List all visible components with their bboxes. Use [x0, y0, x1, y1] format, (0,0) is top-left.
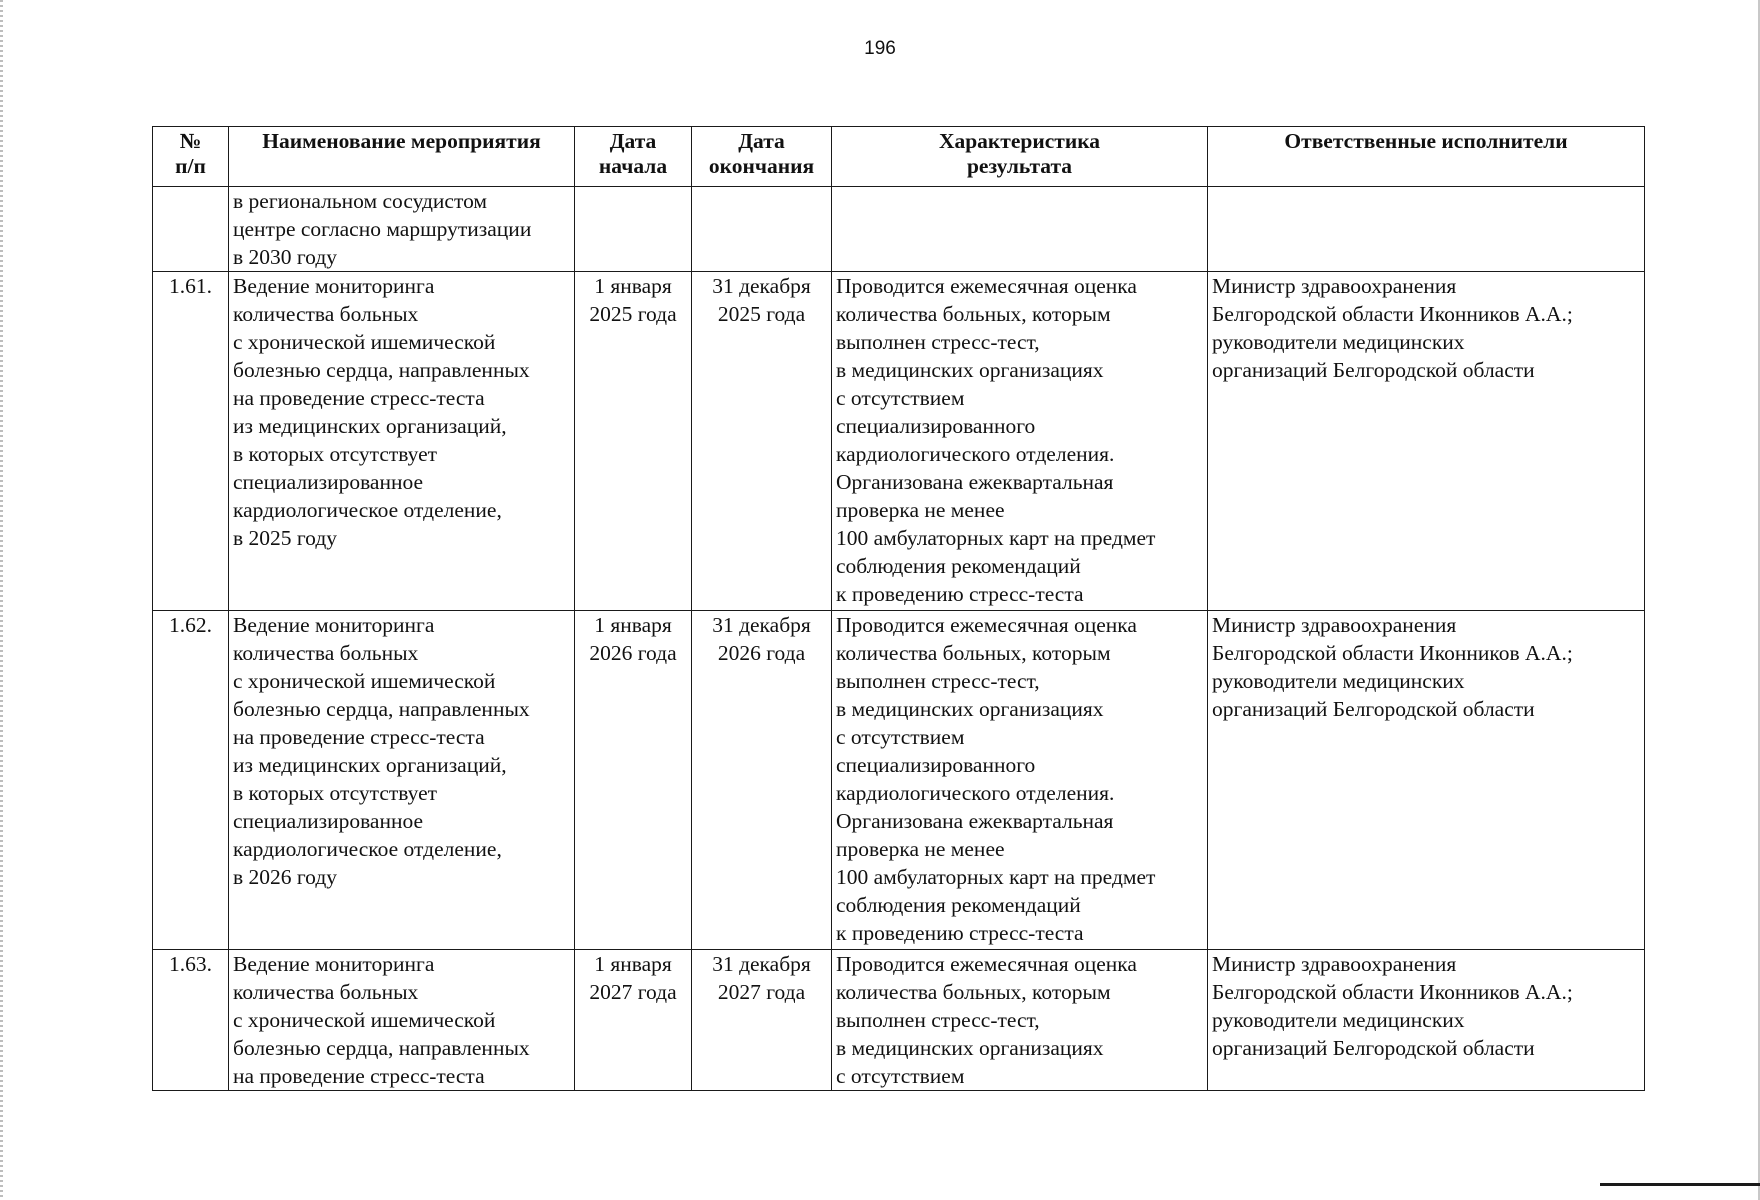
text-line: Проводится ежемесячная оценка — [836, 952, 1137, 976]
cell-responsible — [1208, 611, 1645, 950]
text-line: с хронической ишемической — [233, 330, 496, 354]
text-line: центре согласно маршрутизации — [233, 217, 532, 241]
text-line: 100 амбулаторных карт на предмет — [836, 865, 1156, 889]
text-line: к проведению стресс-теста — [836, 582, 1084, 606]
header-name — [229, 127, 575, 187]
activities-table — [152, 126, 1645, 1091]
text-line: 2025 года — [717, 302, 806, 326]
cell-result — [832, 187, 1208, 272]
text-line: проверка не менее — [836, 498, 1005, 522]
text-line: из медицинских организаций, — [233, 414, 507, 438]
text-line: с отсутствием — [836, 725, 965, 749]
text-line: Министр здравоохранения — [1212, 952, 1457, 976]
cell-num — [153, 187, 229, 272]
header-start-date — [575, 127, 692, 187]
text-line: организаций Белгородской области — [1212, 1036, 1535, 1060]
text-line: Дата — [738, 129, 785, 153]
text-line: с хронической ишемической — [233, 1008, 496, 1032]
cell-num: 1.61. — [153, 272, 229, 611]
text-line: Белгородской области Иконников А.А.; — [1212, 302, 1573, 326]
text-line: Ведение мониторинга — [233, 274, 435, 298]
text-line: в 2025 году — [233, 526, 338, 550]
cell-end — [692, 187, 832, 272]
table-row — [153, 611, 1645, 950]
text-line: к проведению стресс-теста — [836, 921, 1084, 945]
text-line: количества больных — [233, 302, 419, 326]
text-line: количества больных, которым — [836, 641, 1111, 665]
text-line: выполнен стресс-тест, — [836, 1008, 1040, 1032]
text-line: на проведение стресс-теста — [233, 386, 485, 410]
text-line: 31 декабря — [712, 274, 811, 298]
header-num — [153, 127, 229, 187]
text-line: в которых отсутствует — [233, 442, 438, 466]
text-line: кардиологического отделения. — [836, 781, 1115, 805]
text-line: с хронической ишемической — [233, 669, 496, 693]
cell-name — [229, 272, 575, 611]
text-line: организаций Белгородской области — [1212, 358, 1535, 382]
text-line: 1 января — [594, 274, 672, 298]
text-line: Министр здравоохранения — [1212, 274, 1457, 298]
text-line: на проведение стресс-теста — [233, 725, 485, 749]
table-row-continuation — [153, 187, 1645, 272]
text-line: 2027 года — [717, 980, 806, 1004]
text-line: с отсутствием — [836, 386, 965, 410]
text-line: количества больных, которым — [836, 302, 1111, 326]
text-line: 31 декабря — [712, 613, 811, 637]
text-line: в которых отсутствует — [233, 781, 438, 805]
text-line: количества больных — [233, 641, 419, 665]
text-line: п/п — [175, 154, 206, 178]
text-line: соблюдения рекомендаций — [836, 893, 1081, 917]
text-line: количества больных — [233, 980, 419, 1004]
text-line: Проводится ежемесячная оценка — [836, 274, 1137, 298]
text-line: Наименование мероприятия — [262, 129, 541, 153]
scan-bottom-line — [1600, 1183, 1760, 1186]
header-end-date — [692, 127, 832, 187]
text-line: Министр здравоохранения — [1212, 613, 1457, 637]
text-line: в медицинских организациях — [836, 697, 1104, 721]
text-line: в медицинских организациях — [836, 358, 1104, 382]
cell-start — [575, 611, 692, 950]
text-line: в 2026 году — [233, 865, 338, 889]
text-line: 2027 года — [589, 980, 677, 1004]
text-line: в региональном сосудистом — [233, 189, 488, 213]
cell-responsible — [1208, 187, 1645, 272]
text-line: № — [179, 129, 202, 153]
text-line: организаций Белгородской области — [1212, 697, 1535, 721]
text-line: Характеристика — [938, 129, 1101, 153]
cell-num: 1.63. — [153, 950, 229, 1091]
cell-end — [692, 950, 832, 1091]
text-line: из медицинских организаций, — [233, 753, 507, 777]
text-line: Белгородской области Иконников А.А.; — [1212, 980, 1573, 1004]
text-line: результата — [966, 154, 1073, 178]
text-line: Ведение мониторинга — [233, 613, 435, 637]
text-line: выполнен стресс-тест, — [836, 330, 1040, 354]
cell-end — [692, 272, 832, 611]
table-header-row — [153, 127, 1645, 187]
cell-start — [575, 187, 692, 272]
text-line: 31 декабря — [712, 952, 811, 976]
text-line: соблюдения рекомендаций — [836, 554, 1081, 578]
cell-name — [229, 187, 575, 272]
cell-start — [575, 950, 692, 1091]
text-line: проверка не менее — [836, 837, 1005, 861]
text-line: 2026 года — [589, 641, 677, 665]
text-line: Проводится ежемесячная оценка — [836, 613, 1137, 637]
text-line: болезнью сердца, направленных — [233, 358, 530, 382]
cell-responsible — [1208, 272, 1645, 611]
header-result — [832, 127, 1208, 187]
cell-result — [832, 611, 1208, 950]
text-line: 1 января — [594, 613, 672, 637]
text-line: количества больных, которым — [836, 980, 1111, 1004]
text-line: выполнен стресс-тест, — [836, 669, 1040, 693]
text-line: 100 амбулаторных карт на предмет — [836, 526, 1156, 550]
cell-responsible — [1208, 950, 1645, 1091]
text-line: Организована ежеквартальная — [836, 470, 1114, 494]
cell-name — [229, 950, 575, 1091]
text-line: кардиологического отделения. — [836, 442, 1115, 466]
cell-result — [832, 272, 1208, 611]
text-line: с отсутствием — [836, 1064, 965, 1088]
header-responsible — [1208, 127, 1645, 187]
text-line: специализированное — [233, 809, 424, 833]
text-line: Белгородской области Иконников А.А.; — [1212, 641, 1573, 665]
text-line: специализированного — [836, 753, 1036, 777]
text-line: Организована ежеквартальная — [836, 809, 1114, 833]
text-line: болезнью сердца, направленных — [233, 697, 530, 721]
text-line: 1 января — [594, 952, 672, 976]
text-line: специализированного — [836, 414, 1036, 438]
text-line: кардиологическое отделение, — [233, 837, 502, 861]
table-row — [153, 950, 1645, 1091]
page-number: 196 — [864, 38, 896, 59]
text-line: начала — [598, 154, 668, 178]
table-row — [153, 272, 1645, 611]
text-line: 2026 года — [717, 641, 806, 665]
text-line: Ведение мониторинга — [233, 952, 435, 976]
text-line: руководители медицинских — [1212, 669, 1465, 693]
text-line: болезнью сердца, направленных — [233, 1036, 530, 1060]
text-line: в медицинских организациях — [836, 1036, 1104, 1060]
text-line: на проведение стресс-теста — [233, 1064, 485, 1088]
text-line: руководители медицинских — [1212, 1008, 1465, 1032]
text-line: специализированное — [233, 470, 424, 494]
cell-name — [229, 611, 575, 950]
text-line: окончания — [708, 154, 815, 178]
text-line: Дата — [609, 129, 657, 153]
cell-result — [832, 950, 1208, 1091]
cell-start — [575, 272, 692, 611]
cell-num: 1.62. — [153, 611, 229, 950]
text-line: в 2030 году — [233, 245, 338, 269]
text-line: руководители медицинских — [1212, 330, 1465, 354]
cell-end — [692, 611, 832, 950]
text-line: кардиологическое отделение, — [233, 498, 502, 522]
text-line: Ответственные исполнители — [1284, 129, 1568, 153]
scan-edge-left — [0, 0, 3, 1200]
text-line: 2025 года — [589, 302, 677, 326]
